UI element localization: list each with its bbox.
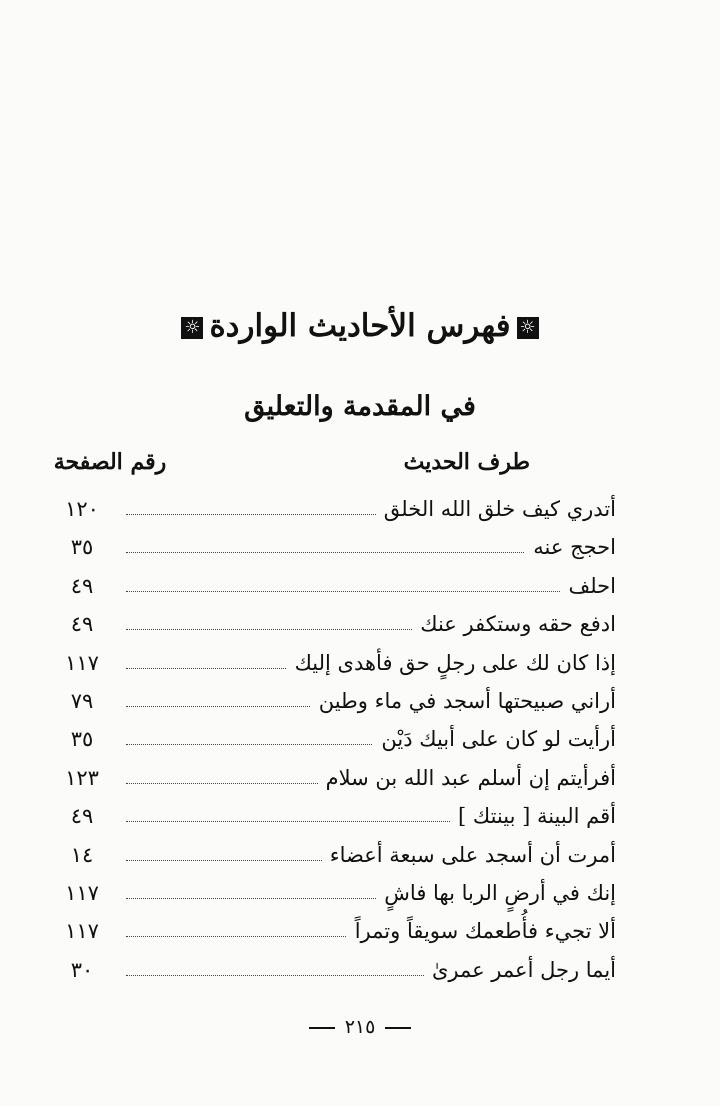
page-number: ٣٠ <box>70 957 94 982</box>
hadith-text: ألا تجيء فأُطعمك سويقاً وتمراً <box>347 912 616 950</box>
index-list <box>0 490 720 989</box>
index-row <box>0 490 720 528</box>
index-row <box>0 759 720 797</box>
hadith-text: أيما رجل أعمر عمرىٰ <box>424 951 616 989</box>
hadith-text: احجج عنه <box>525 528 616 566</box>
hadith-text: إذا كان لك على رجلٍ حق فأهدى إليك <box>287 644 616 682</box>
page-number: ٧٩ <box>70 688 94 713</box>
page-number: ٤٩ <box>70 612 94 637</box>
index-row <box>0 644 720 682</box>
footer-dash-right <box>385 1027 411 1029</box>
hadith-text: احلف <box>560 567 616 605</box>
column-header-page: رقم الصفحة <box>53 449 167 475</box>
sun-box-icon: ☼ <box>517 317 539 339</box>
sun-box-icon: ☼ <box>181 317 203 339</box>
index-row <box>0 567 720 605</box>
page-number: ٤٩ <box>70 573 94 598</box>
footer-page-number: ٢١٥ <box>344 1016 376 1038</box>
footer-dash-left <box>309 1027 335 1029</box>
section-subtitle: في المقدمة والتعليق <box>244 391 476 422</box>
page-number: ٣٥ <box>70 727 94 752</box>
page-number: ٣٥ <box>70 535 94 560</box>
index-title-text: فهرس الأحاديث الواردة <box>209 308 511 344</box>
page-footer <box>0 1012 720 1042</box>
index-row <box>0 682 720 720</box>
hadith-text: أمرت أن أسجد على سبعة أعضاء <box>322 836 616 874</box>
index-row <box>0 912 720 950</box>
index-row <box>0 797 720 835</box>
hadith-text: أتدري كيف خلق الله الخلق <box>376 490 616 528</box>
index-row <box>0 874 720 912</box>
page-number: ١١٧ <box>65 880 99 905</box>
hadith-text: أفرأيتم إن أسلم عبد الله بن سلام <box>318 759 616 797</box>
dot-leader <box>126 591 616 592</box>
column-header-hadith: طرف الحديث <box>403 449 530 475</box>
hadith-text: ادفع حقه وستكفر عنك <box>412 605 616 643</box>
index-title <box>0 300 720 352</box>
hadith-text: أراني صبيحتها أسجد في ماء وطين <box>311 682 616 720</box>
hadith-text: إنك في أرضٍ الربا بها فاشٍ <box>376 874 616 912</box>
index-row <box>0 605 720 643</box>
page-number: ١٤ <box>70 842 94 867</box>
page-number: ١١٧ <box>65 919 99 944</box>
page-number: ١٢٠ <box>65 497 99 521</box>
page-number: ١١٧ <box>65 650 99 675</box>
page-number: ١٢٣ <box>65 765 99 790</box>
hadith-text: أقم البينة [ بينتك ] <box>450 797 616 835</box>
index-row <box>0 720 720 758</box>
index-row <box>0 528 720 566</box>
index-row <box>0 951 720 989</box>
hadith-text: أرأيت لو كان على أبيك دَيْن <box>373 720 616 758</box>
page-number: ٤٩ <box>70 804 94 829</box>
index-row <box>0 836 720 874</box>
